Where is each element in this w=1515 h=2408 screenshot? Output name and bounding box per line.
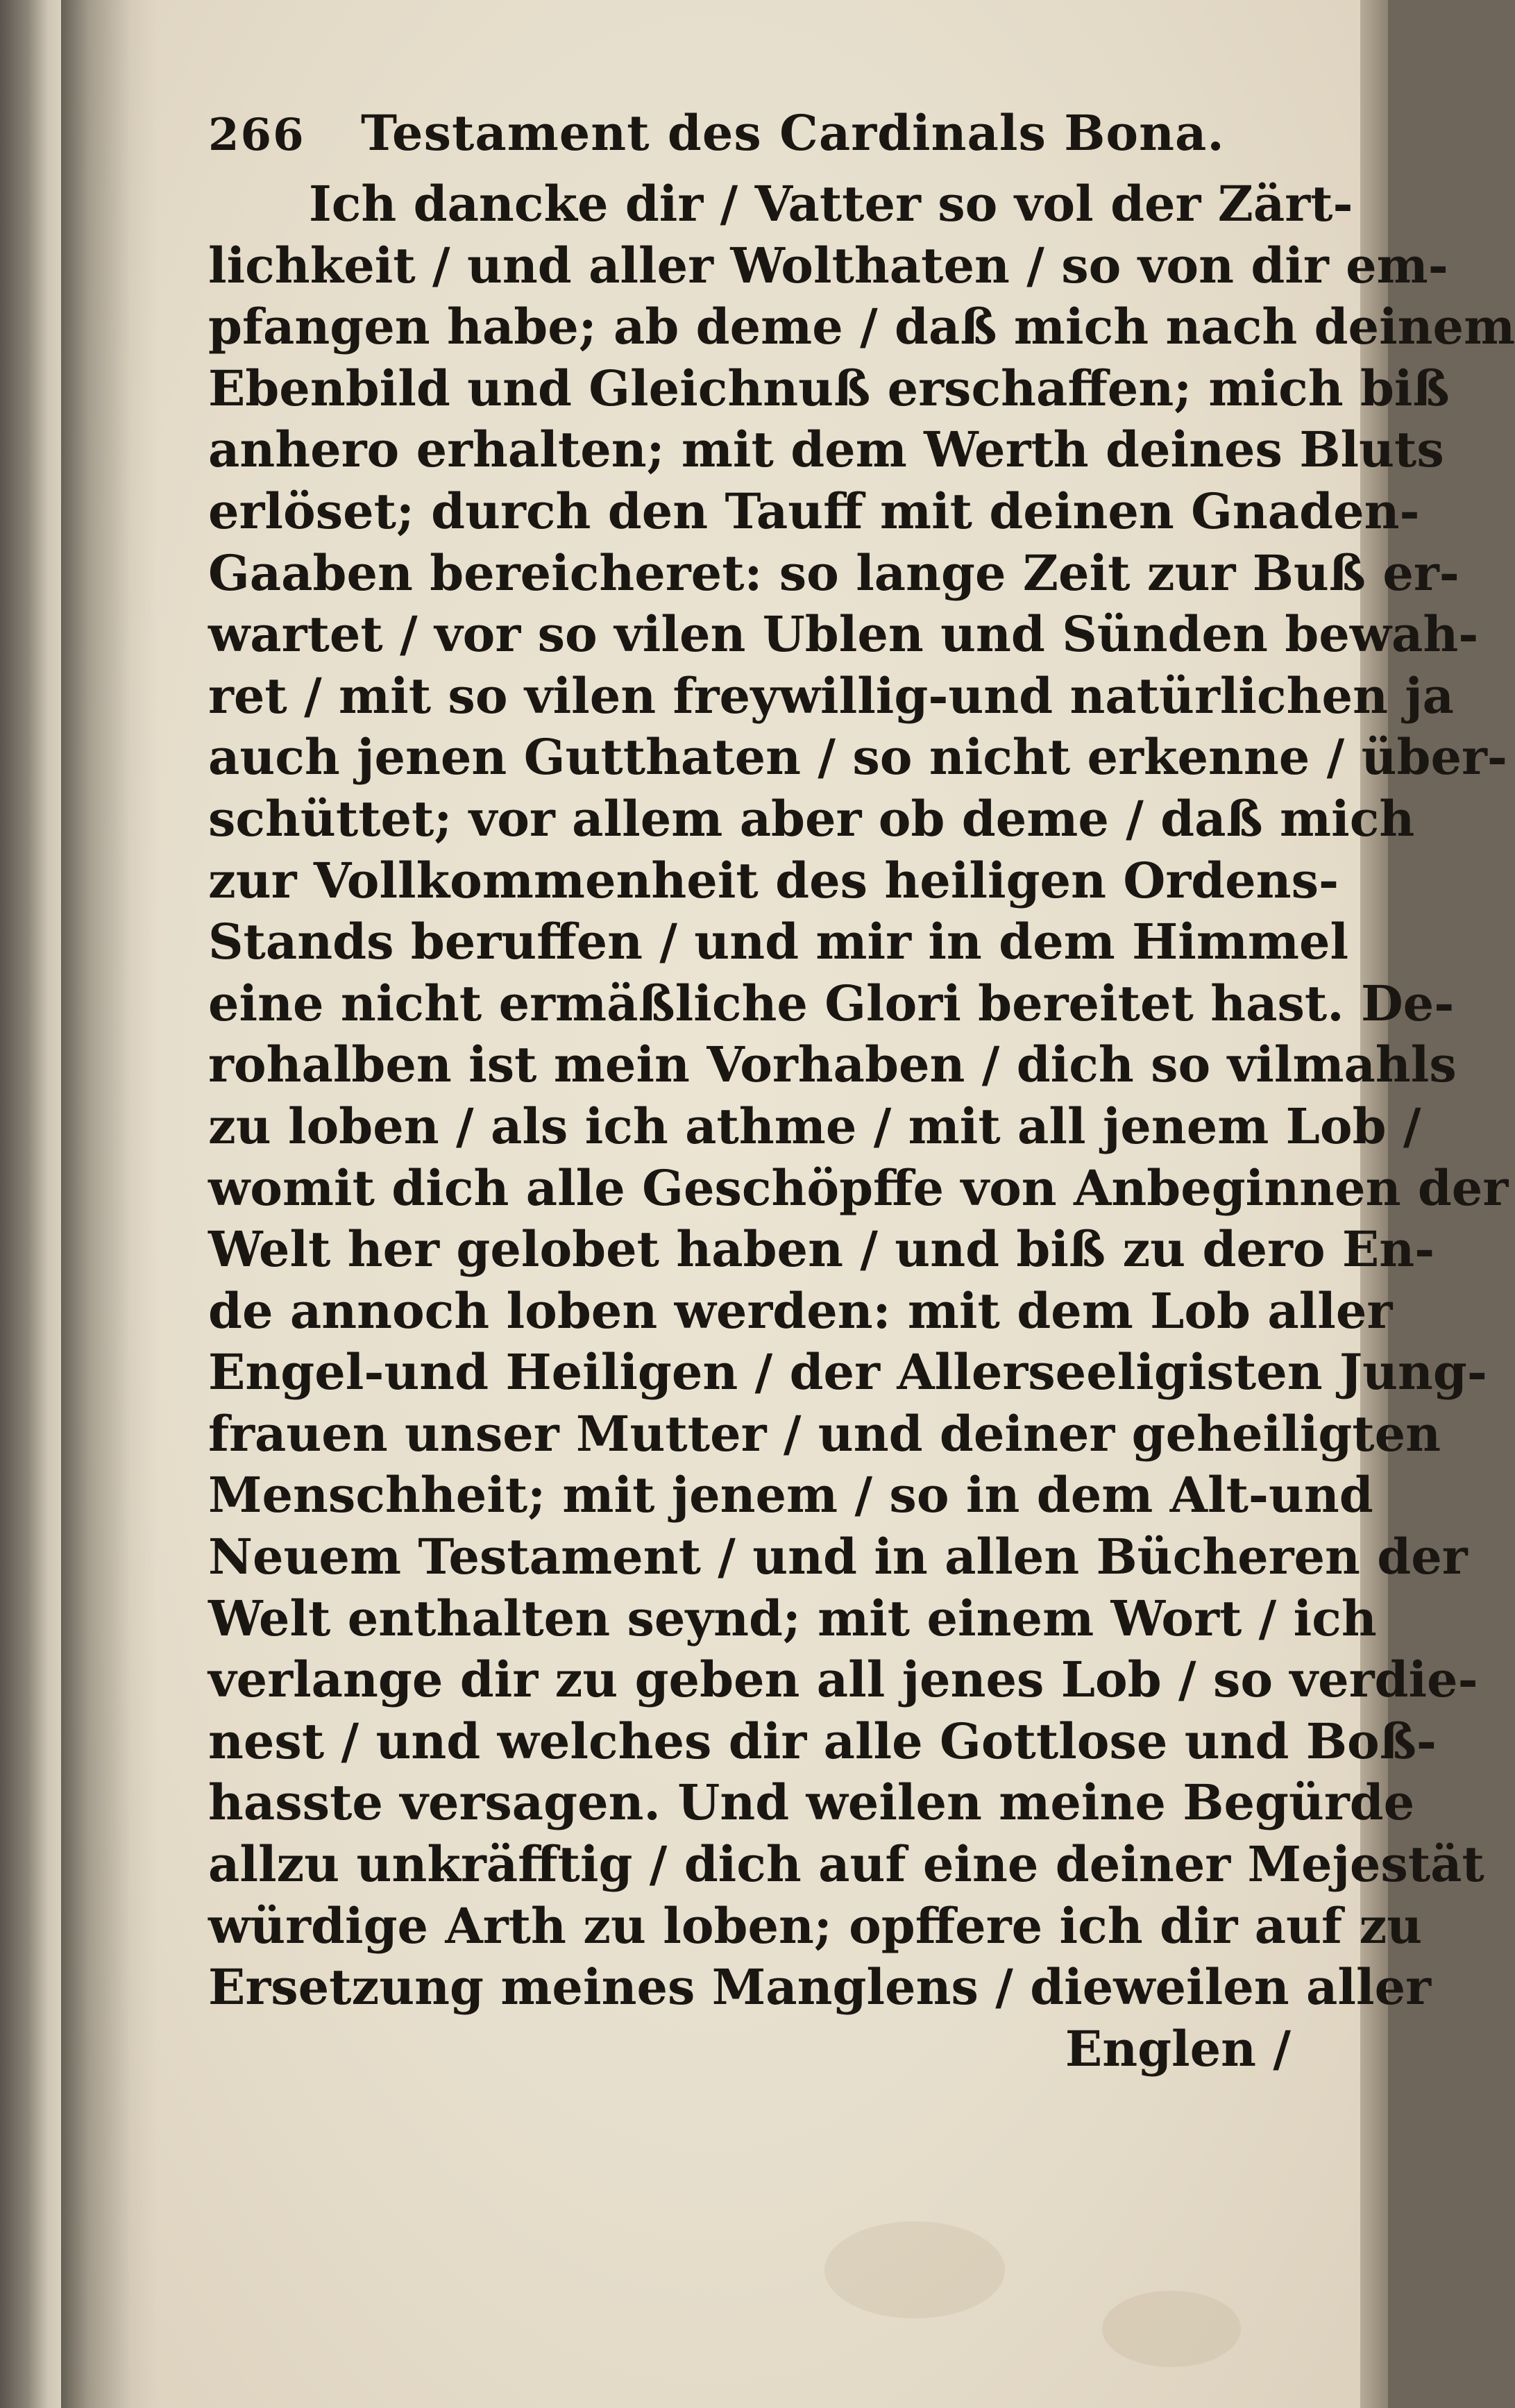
paper-stain [1102,2291,1241,2367]
text-line: zu loben / als ich athme / mit all jenem Lob / [208,1097,1421,1155]
text-line: eine nicht ermäßliche Glori bereitet hast. De- [208,974,1455,1032]
text-line: ret / mit so vilen freywillig-und natürlichen ja [208,666,1455,725]
text-line: wartet / vor so vilen Ublen und Sünden bewah- [208,605,1479,664]
text-line: verlange dir zu geben all jenes Lob / so verdie- [208,1651,1478,1709]
running-title: Testament des Cardinals Bona. [361,104,1225,162]
text-line: rohalben ist mein Vorhaben / dich so vilmahls [208,1036,1457,1094]
text-line: Ich dancke dir / Vatter so vol der Zärt- [309,175,1353,233]
text-line: nest / und welches dir alle Gottlose und Boß- [208,1712,1437,1770]
text-line: Engel-und Heiligen / der Allerseeligisten Jung- [208,1343,1487,1401]
text-line: Ebenbild und Gleichnuß erschaffen; mich biß [208,359,1450,417]
text-line: Welt enthalten seynd; mit einem Wort / ich [208,1589,1377,1647]
text-line: Menschheit; mit jenem / so in dem Alt-und [208,1466,1373,1524]
text-line: Welt her gelobet haben / und biß zu dero En- [208,1220,1435,1279]
text-line: Stands beruffen / und mir in dem Himmel [208,913,1349,971]
text-line: allzu unkräfftig / dich auf eine deiner Mejestät [208,1835,1484,1894]
text-line: schüttet; vor allem aber ob deme / daß mich [208,789,1415,848]
body-text [208,174,1515,2080]
binding-shadow [61,0,158,2408]
text-line: womit dich alle Geschöpffe von Anbeginnen der [208,1159,1509,1217]
text-line: zur Vollkommenheit des heiligen Ordens- [208,851,1339,909]
text-line: würdige Arth zu loben; opffere ich dir auf zu [208,1896,1423,1955]
text-line: frauen unser Mutter / und deiner geheiligten [208,1404,1441,1463]
text-line: lichkeit / und aller Wolthaten / so von dir em- [208,236,1448,294]
catchword: Englen / [1065,2019,1291,2078]
text-line: Neuem Testament / und in allen Bücheren der [208,1528,1468,1586]
text-line: auch jenen Gutthaten / so nicht erkenne / über- [208,728,1507,786]
text-line: Ersetzung meines Manglens / dieweilen aller [208,1958,1431,2017]
text-line: pfangen habe; ab deme / daß mich nach deinem [208,298,1515,356]
text-line: Gaaben bereicheret: so lange Zeit zur Buß er- [208,544,1459,602]
page-header [208,104,1291,174]
page-number: 266 [208,109,305,161]
text-line: erlöset; durch den Tauff mit deinen Gnaden- [208,482,1420,540]
text-line: de annoch loben werden: mit dem Lob aller [208,1281,1393,1340]
text-line: anhero erhalten; mit dem Werth deines Bluts [208,421,1444,479]
text-line: hasste versagen. Und weilen meine Begürde [208,1774,1415,1832]
paper-stain [824,2221,1005,2318]
